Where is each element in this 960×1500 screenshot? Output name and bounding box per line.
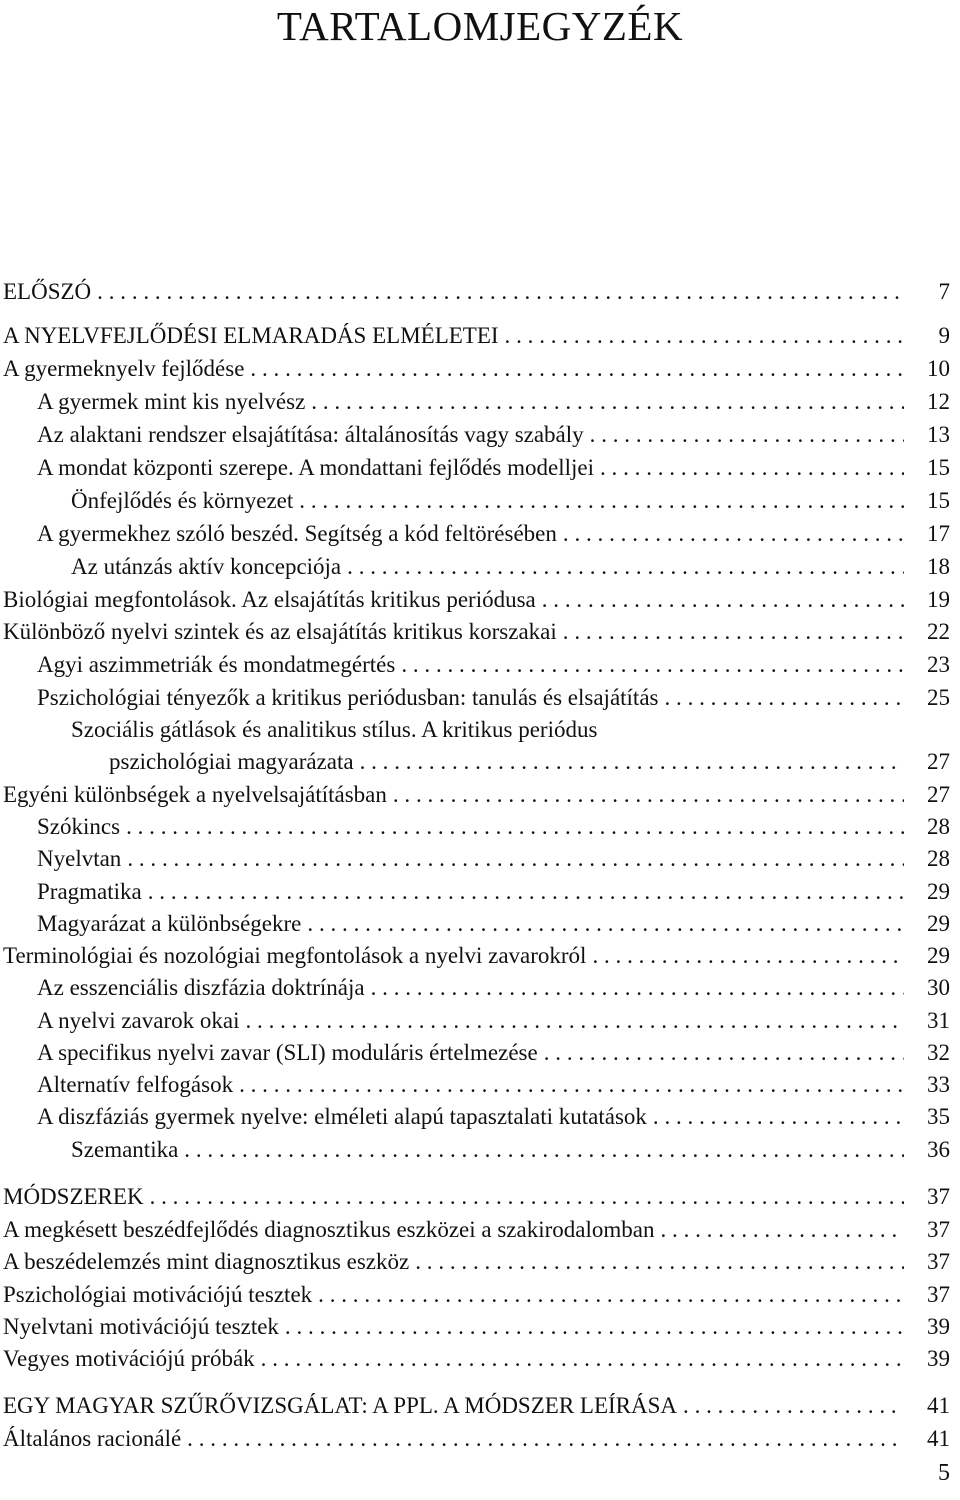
toc-entry-label: A mondat központi szerepe. A mondattani fejlődés modelljei: [37, 455, 594, 480]
toc-entry-label: A diszfáziás gyermek nyelve: elméleti alapú tapasztalati kutatások: [37, 1104, 647, 1129]
dot-leader: [360, 746, 904, 778]
dot-leader: [664, 682, 904, 714]
toc-entry-label: Egyéni különbségek a nyelvelsajátításban: [3, 782, 387, 807]
toc-entry-page: 27: [927, 782, 950, 807]
dot-leader: [544, 1037, 904, 1069]
page-number: 5: [938, 1460, 950, 1486]
toc-entry-label: Pragmatika: [37, 879, 142, 904]
toc-entry-label: A beszédelemzés mint diagnosztikus eszköz: [3, 1249, 410, 1274]
toc-entry[interactable]: [0, 1214, 960, 1246]
toc-entry-label: Nyelvtan: [37, 846, 122, 871]
dot-leader: [148, 876, 904, 908]
toc-entry[interactable]: [0, 1311, 960, 1343]
dot-leader: [239, 1069, 904, 1101]
toc-entry-label: Agyi aszimmetriák és mondatmegértés: [37, 652, 396, 677]
toc-entry-page: 27: [927, 749, 950, 774]
dot-leader: [563, 616, 904, 648]
toc-entry-label: Terminológiai és nozológiai megfontolások a nyelvi zavarokról: [3, 943, 587, 968]
toc-entry-page: 35: [927, 1104, 950, 1129]
toc-entry-label: A NYELVFEJLŐDÉSI ELMARADÁS ELMÉLETEI: [3, 323, 499, 348]
dot-leader: [371, 972, 904, 1004]
toc-entry-page: 19: [927, 587, 950, 612]
toc-entry-page: 41: [927, 1426, 950, 1451]
toc-entry[interactable]: [0, 616, 960, 648]
dot-leader: [126, 811, 904, 843]
toc-entry-page: 39: [927, 1346, 950, 1371]
toc-entry[interactable]: [0, 419, 960, 451]
toc-entry-label: MÓDSZEREK: [3, 1184, 144, 1209]
toc-entry-page: 18: [927, 554, 950, 579]
toc-entry-label: Nyelvtani motivációjú tesztek: [3, 1314, 279, 1339]
toc-entry[interactable]: [0, 940, 960, 972]
toc-entry-label: A gyermek mint kis nyelvész: [37, 389, 306, 414]
toc-entry[interactable]: [0, 1390, 960, 1422]
toc-entry-page: 29: [927, 943, 950, 968]
dot-leader: [127, 843, 904, 875]
toc-entry-page: 22: [927, 619, 950, 644]
toc-entry-label: Vegyes motivációjú próbák: [3, 1346, 255, 1371]
dot-leader: [563, 518, 904, 550]
dot-leader: [318, 1279, 904, 1311]
dot-leader: [600, 452, 904, 484]
toc-entry[interactable]: [0, 584, 960, 616]
toc-entry-page: 37: [927, 1184, 950, 1209]
toc-entry-label: Biológiai megfontolások. Az elsajátítás kritikus periódusa: [3, 587, 536, 612]
toc-entry[interactable]: [0, 843, 960, 875]
toc-entry-label: Szókincs: [37, 814, 121, 839]
toc-entry[interactable]: [0, 386, 960, 418]
dot-leader: [393, 779, 904, 811]
dot-leader: [683, 1390, 904, 1422]
toc-entry[interactable]: [0, 1037, 960, 1069]
toc-entry-page: 37: [927, 1282, 950, 1307]
dot-leader: [590, 419, 904, 451]
toc-entry[interactable]: [0, 811, 960, 843]
toc-entry-page: 31: [927, 1008, 950, 1033]
toc-entry[interactable]: [0, 1343, 960, 1375]
toc-entry-label: A nyelvi zavarok okai: [37, 1008, 240, 1033]
toc-entry-page: 36: [927, 1137, 950, 1162]
toc-entry-label: ELŐSZÓ: [3, 279, 92, 304]
toc-entry-page: 37: [927, 1217, 950, 1242]
toc-entry[interactable]: [0, 746, 960, 778]
toc-entry-label: EGY MAGYAR SZŰRŐVIZSGÁLAT: A PPL. A MÓDSZER LEÍRÁSA: [3, 1393, 678, 1418]
dot-leader: [505, 320, 904, 352]
toc-entry-label: Szociális gátlások és analitikus stílus. A kritikus periódus: [71, 717, 598, 742]
dot-leader: [653, 1101, 904, 1133]
toc-entry[interactable]: [0, 1423, 960, 1455]
toc-entry[interactable]: [0, 320, 960, 352]
dot-leader: [245, 1005, 904, 1037]
toc-entry[interactable]: [0, 1101, 960, 1133]
toc-entry[interactable]: [0, 353, 960, 385]
dot-leader: [299, 485, 904, 517]
toc-entry[interactable]: [0, 1246, 960, 1278]
toc-entry-page: 13: [927, 422, 950, 447]
toc-entry-label: Általános racionálé: [3, 1426, 182, 1451]
toc-entry-label: A megkésett beszédfejlődés diagnosztikus eszközei a szakirodalomban: [3, 1217, 655, 1242]
page-title: TARTALOMJEGYZÉK: [276, 3, 684, 49]
toc-entry[interactable]: [0, 779, 960, 811]
toc-entry[interactable]: [0, 485, 960, 517]
toc-entry[interactable]: [0, 876, 960, 908]
toc-entry[interactable]: [0, 518, 960, 550]
dot-leader: [592, 940, 904, 972]
toc-entry-page: 33: [927, 1072, 950, 1097]
dot-leader: [415, 1246, 904, 1278]
toc-entry-page: 37: [927, 1249, 950, 1274]
toc-entry[interactable]: [0, 1181, 960, 1213]
dot-leader: [285, 1311, 904, 1343]
dot-leader: [150, 1181, 904, 1213]
dot-leader: [187, 1423, 904, 1455]
toc-entry-label: Alternatív felfogások: [37, 1072, 234, 1097]
toc-entry-page: 7: [938, 279, 950, 304]
dot-leader: [660, 1214, 904, 1246]
toc-entry-page: 23: [927, 652, 950, 677]
toc-entry-page: 15: [927, 488, 950, 513]
toc-entry-page: 10: [927, 356, 950, 381]
dot-leader: [307, 908, 904, 940]
toc-entry-label: Az utánzás aktív koncepciója: [71, 554, 342, 579]
toc-entry[interactable]: [0, 452, 960, 484]
toc-entry-page: 9: [938, 323, 950, 348]
toc-entry-label: Az alaktani rendszer elsajátítása: általánosítás vagy szabály: [37, 422, 584, 447]
toc-entry-page: 30: [927, 975, 950, 1000]
toc-entry[interactable]: [0, 682, 960, 714]
toc-entry-label: Szemantika: [71, 1137, 179, 1162]
toc-entry-page: 28: [927, 814, 950, 839]
toc-entry-page: 12: [927, 389, 950, 414]
toc-entry[interactable]: [0, 649, 960, 681]
dot-leader: [97, 276, 904, 308]
toc-entry[interactable]: [0, 1069, 960, 1101]
dot-leader: [250, 353, 904, 385]
dot-leader: [311, 386, 904, 418]
toc-entry[interactable]: [0, 714, 960, 746]
toc-entry-label: Önfejlődés és környezet: [71, 488, 294, 513]
toc-entry-label: Különböző nyelvi szintek és az elsajátítás kritikus korszakai: [3, 619, 557, 644]
dot-leader: [184, 1134, 904, 1166]
toc-entry[interactable]: [0, 1005, 960, 1037]
toc-entry-page: 17: [927, 521, 950, 546]
toc-entry[interactable]: [0, 908, 960, 940]
toc-entry-label: A gyermekhez szóló beszéd. Segítség a kód feltörésében: [37, 521, 557, 546]
toc-entry[interactable]: [0, 551, 960, 583]
toc-entry[interactable]: [0, 972, 960, 1004]
toc-entry-page: 25: [927, 685, 950, 710]
toc-entry-label: Pszichológiai motivációjú tesztek: [3, 1282, 313, 1307]
dot-leader: [401, 649, 904, 681]
toc-entry[interactable]: [0, 1279, 960, 1311]
toc-entry[interactable]: [0, 1134, 960, 1166]
toc-entry-page: 29: [927, 879, 950, 904]
toc-entry-label: Magyarázat a különbségekre: [37, 911, 302, 936]
toc-entry-label: Pszichológiai tényezők a kritikus periódusban: tanulás és elsajátítás: [37, 685, 659, 710]
dot-leader: [261, 1343, 904, 1375]
toc-entry-page: 28: [927, 846, 950, 871]
toc-entry-page: 15: [927, 455, 950, 480]
toc-entry-page: 32: [927, 1040, 950, 1065]
dot-leader: [542, 584, 904, 616]
toc-entry[interactable]: [0, 276, 960, 308]
toc-entry-label: Az esszenciális diszfázia doktrínája: [37, 975, 365, 1000]
toc-entry-page: 39: [927, 1314, 950, 1339]
toc-entry-label: A specifikus nyelvi zavar (SLI) moduláris értelmezése: [37, 1040, 538, 1065]
toc-entry-page: 41: [927, 1393, 950, 1418]
toc-entry-page: 29: [927, 911, 950, 936]
toc-entry-label: pszichológiai magyarázata: [109, 749, 354, 774]
dot-leader: [347, 551, 904, 583]
toc-entry-label: A gyermeknyelv fejlődése: [3, 356, 245, 381]
